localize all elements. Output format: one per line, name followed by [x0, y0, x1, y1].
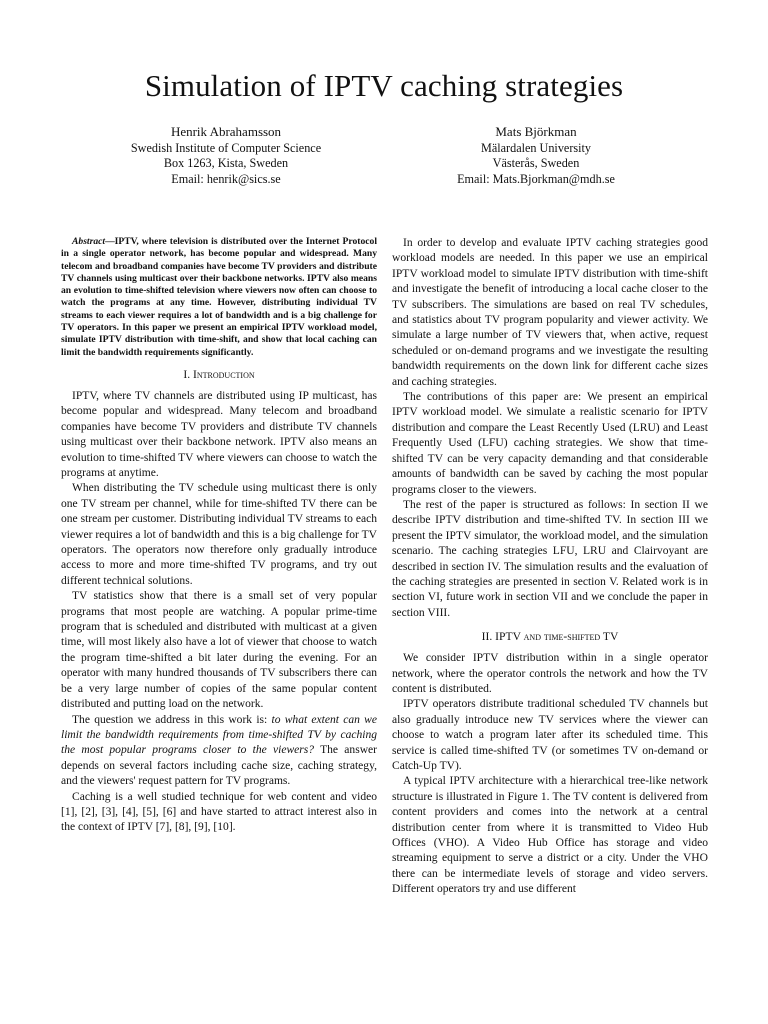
abstract-label: Abstract: [72, 236, 106, 247]
author-block-2: [371, 124, 701, 187]
section-title-part: IPTV: [495, 630, 521, 644]
section-title-part: and time-shifted: [523, 630, 601, 644]
left-column: [61, 236, 377, 836]
abstract-text: —IPTV, where television is distributed over the Internet Protocol in a single operator network, has become popular and widespread. Many telecom and broadband companies have become TV providers and distribute TV channels using multicast over their backbone networks. IPTV also means an evolution to time-shifted television where viewers now often can choose to watch the programs at any time. However, distributing individual TV streams to each viewer requires a lot of bandwidth and is a big challenge for TV operators. In this paper we present an empirical IPTV workload model, simulate IPTV distribution with time-shift, and show that local caching can limit the bandwidth requirements significantly.: [61, 236, 377, 358]
author-affiliation: Swedish Institute of Computer Science: [130, 140, 322, 155]
section-heading-introduction: [61, 367, 377, 382]
section-title-part: TV: [602, 630, 619, 644]
paper-title: Simulation of IPTV caching strategies: [144, 68, 624, 103]
paragraph: Caching is a well studied technique for web content and video [1], [2], [3], [4], [5], [6] and have started to attract interest also in the context of IPTV [7], [8], [9], [10].: [61, 790, 377, 834]
section-heading-iptv: [392, 629, 708, 644]
paragraph: In order to develop and evaluate IPTV caching strategies good workload models are needed. In this paper we use an empirical IPTV workload model to simulate IPTV distribution with time-shift and investigate the benefit of introducing a local cache closer to the TV subscribers. The simulations are based on real TV schedules, and statistics about TV program popularity and viewer activity. We simulate a large number of TV viewers that, when active, request scheduled or on-demand programs and we investigate the resulting bandwidth requirements on the down link for different cache sizes and caching strategies.: [392, 237, 708, 388]
question-answer: The answer depends on several factors including cache size, caching strategy, and the viewers' request pattern for TV programs.: [61, 744, 377, 788]
right-column: [392, 236, 708, 898]
section-number: II.: [481, 630, 493, 644]
paragraph: When distributing the TV schedule using multicast there is only one TV stream per channel, while for time-shifted TV there can be one stream per customer. Distributing individual TV streams to each viewer requires a lot of bandwidth and this is a big challenge for TV operators. The operators now therefore only gradually introduce access to more and more time-shifted TV programs, and try out different technical solutions.: [61, 482, 377, 587]
paragraph: TV statistics show that there is a small set of very popular programs that most people are watching. A popular prime-time program that is scheduled and distributed with multicast at a given time, will most likely also have a lot of viewer that choose to watch the program time-shifted a bit later during the evening. For an operator with many hundred thousands of TV subscribers there can be a very large number of copies of the same popular content distributed and putting load on the network.: [61, 590, 377, 711]
section-title: Introduction: [193, 367, 255, 381]
author-affiliation: Mälardalen University: [481, 140, 591, 155]
author-name: Henrik Abrahamsson: [170, 124, 282, 139]
author-block-1: [61, 124, 391, 187]
paragraph: IPTV, where TV channels are distributed using IP multicast, has become popular and widespread. Many telecom and broadband companies have become TV providers and distribute TV channels using multicast over their backbone network. IPTV also means an evolution to time-shifted TV where viewers can choose to watch the programs at anytime.: [61, 389, 377, 479]
paragraph: A typical IPTV architecture with a hierarchical tree-like network structure is illustrated in Figure 1. The TV content is delivered from content providers and comes into the network at a central distribution center from where it is transmitted to Video Hub Offices (VHO). A Video Hub Office has storage and video streaming equipment to serve a district or a city. Under the VHO there can be intermediate levels of storage and video servers. Different operators try and use different: [392, 775, 708, 896]
section-number: I.: [183, 367, 191, 381]
research-question: to what extent can we limit the bandwidth requirements from time-shifted TV by caching the most popular programs closer to the viewers?: [61, 713, 377, 757]
paragraph: IPTV operators distribute traditional scheduled TV channels but also gradually introduce new TV services where the viewer can choose to watch a program later after its scheduled time. This service is called time-shifted TV (or sometimes TV on-demand or Catch-Up TV).: [392, 698, 708, 772]
question-lead: The question we address in this work is:: [72, 713, 272, 726]
paragraph: The rest of the paper is structured as follows: In section II we describe IPTV distribution and time-shifted TV. In section III we present the IPTV simulator, the workload model, and the simulation scenario. The caching strategies LFU, LRU and Clairvoyant are described in section IV. The simulation results and the evaluation of the caching strategies are presented in section V. Related work is in section VI, future work in section VII and we conclude the paper in section VIII.: [392, 498, 708, 619]
abstract: [61, 236, 377, 359]
author-address: Box 1263, Kista, Sweden: [163, 156, 289, 171]
author-email: Email: Mats.Bjorkman@mdh.se: [457, 171, 615, 186]
author-name: Mats Björkman: [495, 124, 577, 139]
author-address: Västerås, Sweden: [492, 156, 580, 171]
paragraph: We consider IPTV distribution within in a single operator network, where the operator controls the network and how the TV content is distributed.: [392, 652, 708, 695]
paragraph: [61, 713, 377, 790]
paragraph: The contributions of this paper are: We present an empirical IPTV workload model. We simulate a realistic scenario for IPTV distribution and compare the Least Recently Used (LRU) and Least Frequently Used (LFU) caching strategies. We show that time-shifted TV can be very capacity demanding and that considerable amounts of bandwidth can be saved by caching the most popular programs closer to the viewers.: [392, 391, 708, 496]
author-email: Email: henrik@sics.se: [171, 171, 281, 186]
